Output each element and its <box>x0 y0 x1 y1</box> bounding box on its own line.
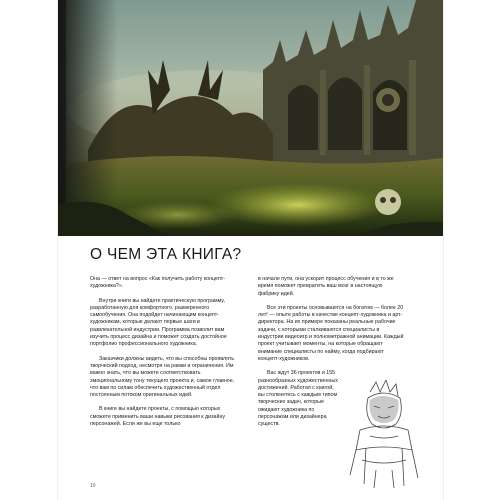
paragraph: Внутри книги вы найдете практическую программу, разработанную для комфортного, размеренного самообучения. Она подойдет начинающим концепт-художникам, которые делают первые шаги в развлекательной индустрии. Программа позволит вам изучить процесс дизайна и поможет создать достойное портфолио профессионального художника. <box>90 297 227 348</box>
paragraph: Заказчики должны видеть, что вы способны проявлять творческий подход, несмотря на рамки и ограничения. Им важно знать, что вы можете соответствовать эмоциональному тону текущего проекта и, самое главное, что вам по силам обеспечить художественный отдел постоянным потоком оригинальных идей. <box>90 355 235 399</box>
cover-illustration <box>58 0 443 236</box>
left-text-column <box>90 276 240 435</box>
page-title: О ЧЕМ ЭТА КНИГА? <box>90 246 242 263</box>
fantasy-ruins-painting <box>58 0 443 236</box>
paragraph: Все эти проекты основываются на богатом — более 20 лет! — опыте работы в качестве концепт-художника и арт-директора. На их примере показаны реальные рабочие задачи, с которыми сталкиваются специалисты в индустрии видеоигр и полнометражной анимации. Каждый проект учитывает моменты, на которые обращают внимание специалисты по найму, когда подбирают концепт-художников. <box>258 304 404 362</box>
armored-character-sketch-icon <box>340 380 426 490</box>
page-number: 10 <box>90 483 96 489</box>
book-page <box>58 0 443 500</box>
paragraph: Она — ответ на вопрос «Как получить работу концепт-художника?». <box>90 276 225 290</box>
character-sketch <box>340 380 426 490</box>
paragraph: в начале пути, она ускорит процесс обучения и в то же время поможет превратить ваш мозг в настоящую фабрику идей. <box>258 276 394 297</box>
paragraph: Вас ждут 36 проектов и 155 разнообразных художественных достижений. Работая с книгой, вы столкнетесь с каждым типом творческих задач, которые ожидают художника по персонажам или дизайнера существ. <box>258 370 338 428</box>
paragraph: В книге вы найдете проекты, с помощью которых сможете применить ваши навыки рисования к дизайну персонажей. Если же вы еще только <box>90 406 226 428</box>
